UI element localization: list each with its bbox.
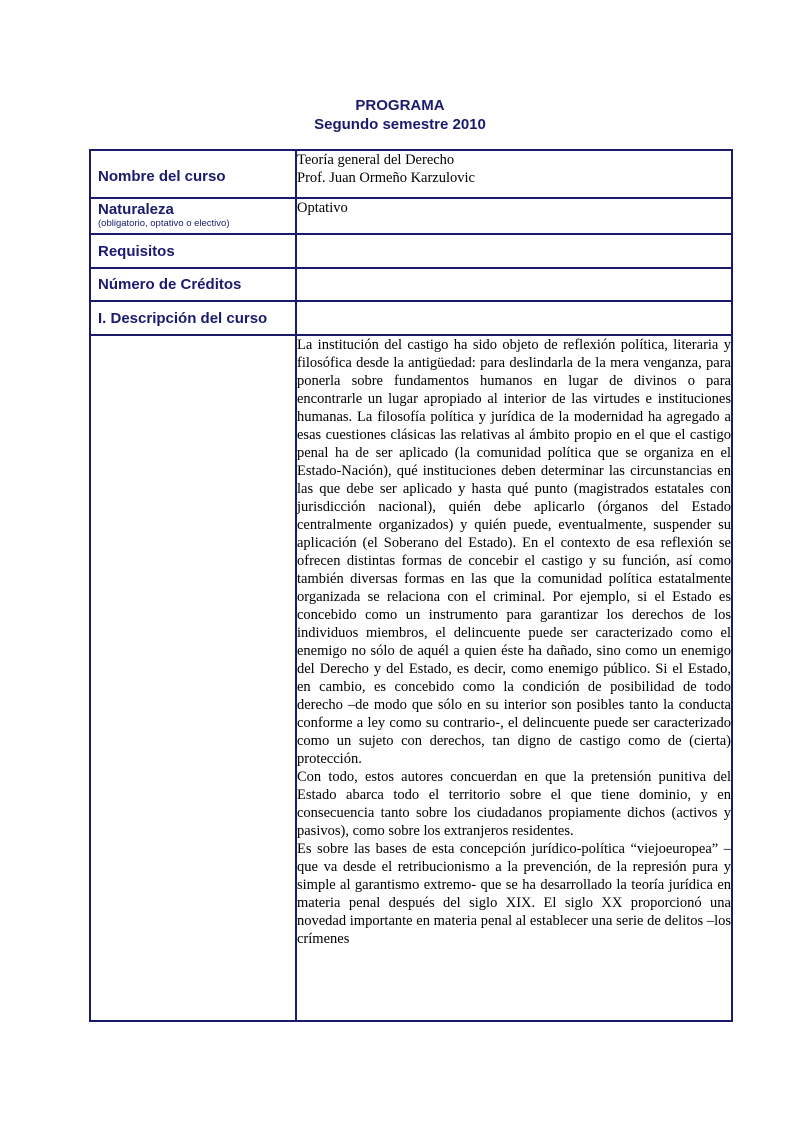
semester-subtitle: Segundo semestre 2010 xyxy=(314,116,486,133)
description-heading-row xyxy=(90,301,732,335)
requirements-label: Requisitos xyxy=(98,242,175,260)
course-name-row xyxy=(90,150,732,198)
course-name-label-cell xyxy=(90,150,296,198)
description-label: I. Descripción del curso xyxy=(98,309,268,327)
document-header xyxy=(0,96,800,134)
credits-row xyxy=(90,268,732,301)
nature-value-cell xyxy=(296,198,732,234)
description-body-empty-cell xyxy=(90,335,296,1021)
course-name-value: Teoría general del Derecho xyxy=(297,152,455,168)
description-body-cell xyxy=(296,335,732,1021)
description-heading-value-cell xyxy=(296,301,732,335)
nature-row xyxy=(90,198,732,234)
credits-label: Número de Créditos xyxy=(98,276,242,293)
requirements-value-cell xyxy=(296,234,732,268)
description-body-row xyxy=(90,335,732,1021)
nature-label-cell xyxy=(90,198,296,234)
nature-label: Naturaleza xyxy=(98,201,174,218)
program-title: PROGRAMA xyxy=(355,97,445,114)
nature-sublabel: (obligatorio, optativo o electivo) xyxy=(98,218,230,229)
credits-value-cell xyxy=(296,268,732,301)
description-label-cell xyxy=(90,301,296,335)
professor-name-value: Prof. Juan Ormeño Karzulovic xyxy=(297,170,475,186)
requirements-label-cell xyxy=(90,234,296,268)
course-name-value-cell xyxy=(296,150,732,198)
description-paragraph-2: Con todo, estos autores concuerdan en que la pretensión punitiva del Estado abarca todo el territorio sobre el que tiene dominio, y en consecuencia tanto sobre los ciudadanos propiamente dichos (activos y pasivos), como sobre los extranjeros residentes. xyxy=(297,769,731,839)
course-name-label: Nombre del curso xyxy=(98,167,226,185)
nature-value: Optativo xyxy=(297,200,348,216)
credits-label-cell xyxy=(90,268,296,301)
requirements-row xyxy=(90,234,732,268)
description-paragraph-3: Es sobre las bases de esta concepción jurídico-política “viejoeuropea” –que va desde el retribucionismo a la prevención, de la represión pura y simple al garantismo extremo- que se ha desarrollado la teoría jurídica en materia penal después del siglo XIX. El siglo XX proporcionó una novedad importante en materia penal al establecer una serie de delitos –los crímenes xyxy=(297,841,731,947)
description-paragraph-1: La institución del castigo ha sido objeto de reflexión política, literaria y filosófica desde la antigüedad: para deslindarla de la mera venganza, para ponerla sobre fundamentos humanos en lugar de divinos o para encontrarle un lugar apropiado al interior de las virtudes e instituciones humanas. La filosofía política y jurídica de la modernidad ha agregado a esas cuestiones clásicas las relativas al ámbito propio en el que el castigo penal ha de ser aplicado (la comunidad política que se organiza en el Estado-Nación), qué instituciones deben determinar las circunstancias en las que debe ser aplicado y hasta qué punto (magistrados estatales con jurisdicción nacional), quién debe aplicarlo (órganos del Estado centralmente organizados) y quién puede, eventualmente, suspender su aplicación (el Soberano del Estado). En el contexto de esa reflexión se ofrecen distintas formas de concebir el castigo y su función, así como también diversas formas en las que la comunidad política estatalmente organizada se relaciona con el criminal. Por ejemplo, si el Estado es concebido como un instrumento para garantizar los derechos de los individuos miembros, el delincuente puede ser caracterizado como el enemigo no sólo de aquél a quien éste ha dañado, sino como un enemigo del Derecho y del Estado, es decir, como enemigo público. Si el Estado, en cambio, es concebido como la condición de posibilidad de todo derecho –de modo que sólo en su interior son posibles tanto la conducta conforme a ley como su contrario-, el delincuente puede ser caracterizado como un sujeto con derechos, tan digno de castigo como de (cierta) protección. xyxy=(297,337,731,767)
course-program-table xyxy=(89,149,733,1022)
